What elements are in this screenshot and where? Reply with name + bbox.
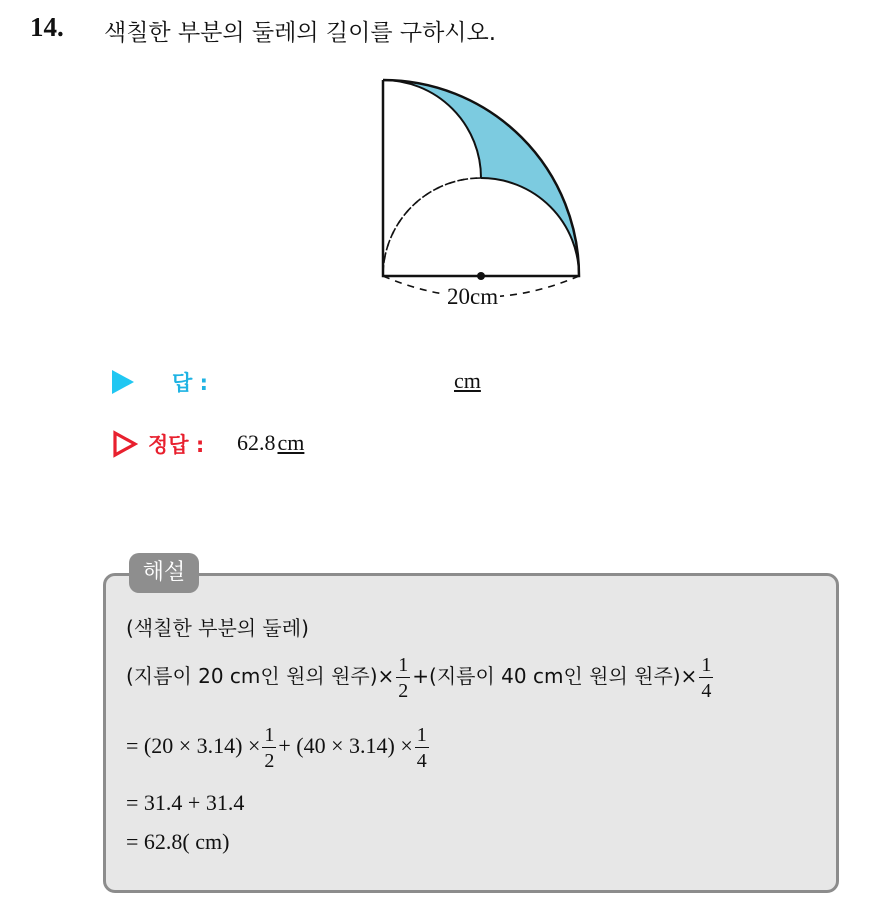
question-number: 14. — [30, 12, 64, 42]
fraction-quarter — [415, 725, 429, 771]
answer-unit: cm — [454, 368, 481, 393]
outline-arrow-icon — [112, 430, 138, 458]
question-text: 색칠한 부분의 둘레의 길이를 구하시오. — [104, 20, 497, 46]
correct-answer-label: 정답 : — [148, 433, 205, 457]
answer-label: 답 : — [172, 371, 208, 395]
fraction-denominator: 4 — [416, 750, 427, 772]
solution-line-2-part2: +(지름이 40 cm인 원의 원주)× — [412, 664, 698, 689]
solution-line-2-part1: (지름이 20 cm인 원의 원주)× — [126, 664, 395, 689]
fraction-denominator: 2 — [398, 680, 409, 702]
solution-line-3-part1: = (20 × 3.14) × — [126, 733, 261, 759]
solution-line-2 — [126, 655, 715, 701]
fraction-numerator: 1 — [416, 724, 427, 746]
correct-answer-row — [112, 427, 532, 461]
solution-line-3-part2: + (40 × 3.14) × — [278, 733, 413, 759]
solution-line-1-text: (색칠한 부분의 둘레) — [126, 616, 309, 640]
solution-line-5: = 62.8( cm) — [126, 829, 230, 854]
fraction-denominator: 2 — [264, 750, 275, 772]
dashed-bottom-arc — [383, 178, 481, 276]
dashed-left-arc — [383, 178, 481, 276]
solution-line-4: = 31.4 + 31.4 — [126, 790, 245, 815]
fraction-quarter — [699, 655, 713, 701]
solution-badge: 해설 — [129, 553, 199, 593]
fraction-denominator: 4 — [701, 680, 712, 702]
fraction-half — [262, 725, 276, 771]
fraction-half — [396, 655, 410, 701]
upper-semicircle-arc — [383, 80, 481, 178]
solution-line-1 — [126, 612, 309, 641]
dimension-label: 20cm — [447, 284, 499, 309]
fraction-numerator: 1 — [264, 724, 275, 746]
center-dot — [477, 272, 485, 280]
right-semicircle-arc — [481, 178, 579, 276]
geometry-figure — [370, 70, 600, 320]
correct-answer-value — [237, 430, 304, 456]
correct-value-number: 62.8 — [237, 430, 276, 455]
play-arrow-icon — [112, 370, 134, 394]
fraction-numerator: 1 — [701, 654, 712, 676]
fraction-numerator: 1 — [398, 654, 409, 676]
answer-row — [112, 366, 532, 398]
correct-value-unit: cm — [277, 430, 305, 455]
solution-line-3 — [126, 725, 431, 771]
